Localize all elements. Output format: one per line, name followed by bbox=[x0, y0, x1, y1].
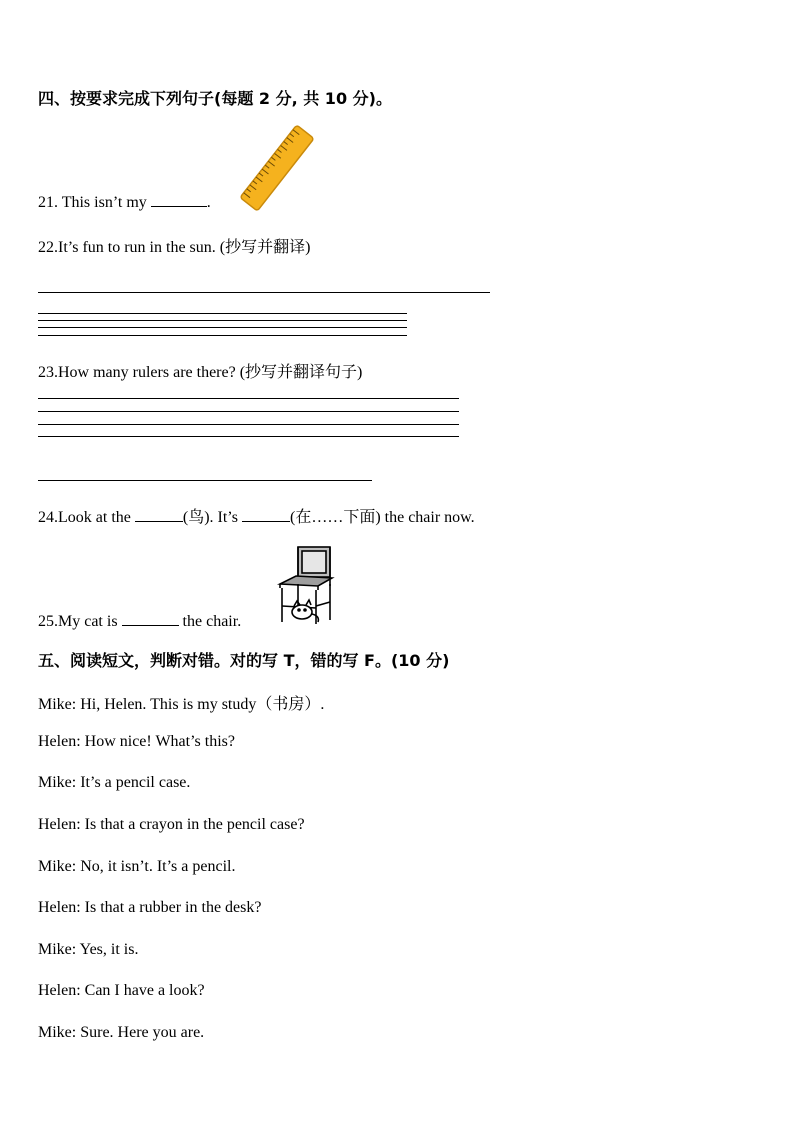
q25-end: the chair. bbox=[182, 613, 242, 630]
q22-answer-line[interactable] bbox=[38, 292, 490, 293]
q22-writing-line[interactable] bbox=[38, 335, 407, 336]
dialogue-line: Mike: Sure. Here you are. bbox=[38, 1024, 205, 1041]
q24-text: 24.Look at the bbox=[38, 509, 131, 526]
question-22: 22.It’s fun to run in the sun. (抄写并翻译) bbox=[38, 239, 311, 256]
chair-with-cat-icon bbox=[276, 544, 336, 626]
q25-answer-blank[interactable] bbox=[122, 611, 179, 626]
q23-writing-line[interactable] bbox=[38, 436, 459, 437]
q24-hint-1: (鸟). It’s bbox=[182, 509, 238, 526]
question-24 bbox=[38, 504, 475, 527]
q21-text: 21. This isn’t my bbox=[38, 194, 147, 211]
q22-writing-line[interactable] bbox=[38, 327, 407, 328]
section-5-title: 五、阅读短文，判断对错。对的写 T，错的写 F。(10 分) bbox=[38, 651, 450, 670]
dialogue-line: Mike: It’s a pencil case. bbox=[38, 774, 191, 791]
q23-writing-line[interactable] bbox=[38, 411, 459, 412]
dialogue-line: Helen: Is that a rubber in the desk? bbox=[38, 899, 262, 916]
q23-answer-line[interactable] bbox=[38, 480, 372, 481]
q24-blank-1[interactable] bbox=[135, 507, 183, 522]
q24-blank-2[interactable] bbox=[242, 507, 290, 522]
dialogue-line: Helen: Can I have a look? bbox=[38, 982, 205, 999]
dialogue-line: Helen: Is that a crayon in the pencil case? bbox=[38, 816, 305, 833]
ruler-icon bbox=[240, 125, 314, 211]
q23-writing-line[interactable] bbox=[38, 424, 459, 425]
q21-end: . bbox=[206, 194, 211, 211]
dialogue-line: Mike: Yes, it is. bbox=[38, 941, 139, 958]
dialogue-line: Mike: Hi, Helen. This is my study（书房）. bbox=[38, 696, 325, 713]
q22-writing-line[interactable] bbox=[38, 313, 407, 314]
q21-answer-blank[interactable] bbox=[151, 192, 207, 207]
dialogue-line: Mike: No, it isn’t. It’s a pencil. bbox=[38, 858, 236, 875]
q23-writing-line[interactable] bbox=[38, 398, 459, 399]
dialogue-line: Helen: How nice! What’s this? bbox=[38, 733, 235, 750]
question-25 bbox=[38, 611, 241, 631]
question-21 bbox=[38, 192, 211, 212]
q25-text: 25.My cat is bbox=[38, 613, 118, 630]
q22-writing-line[interactable] bbox=[38, 320, 407, 321]
section-4-title: 四、按要求完成下列句子(每题 2 分, 共 10 分)。 bbox=[38, 89, 392, 108]
question-23: 23.How many rulers are there? (抄写并翻译句子) bbox=[38, 364, 363, 381]
q24-hint-2: (在……下面) the chair now. bbox=[289, 509, 475, 526]
